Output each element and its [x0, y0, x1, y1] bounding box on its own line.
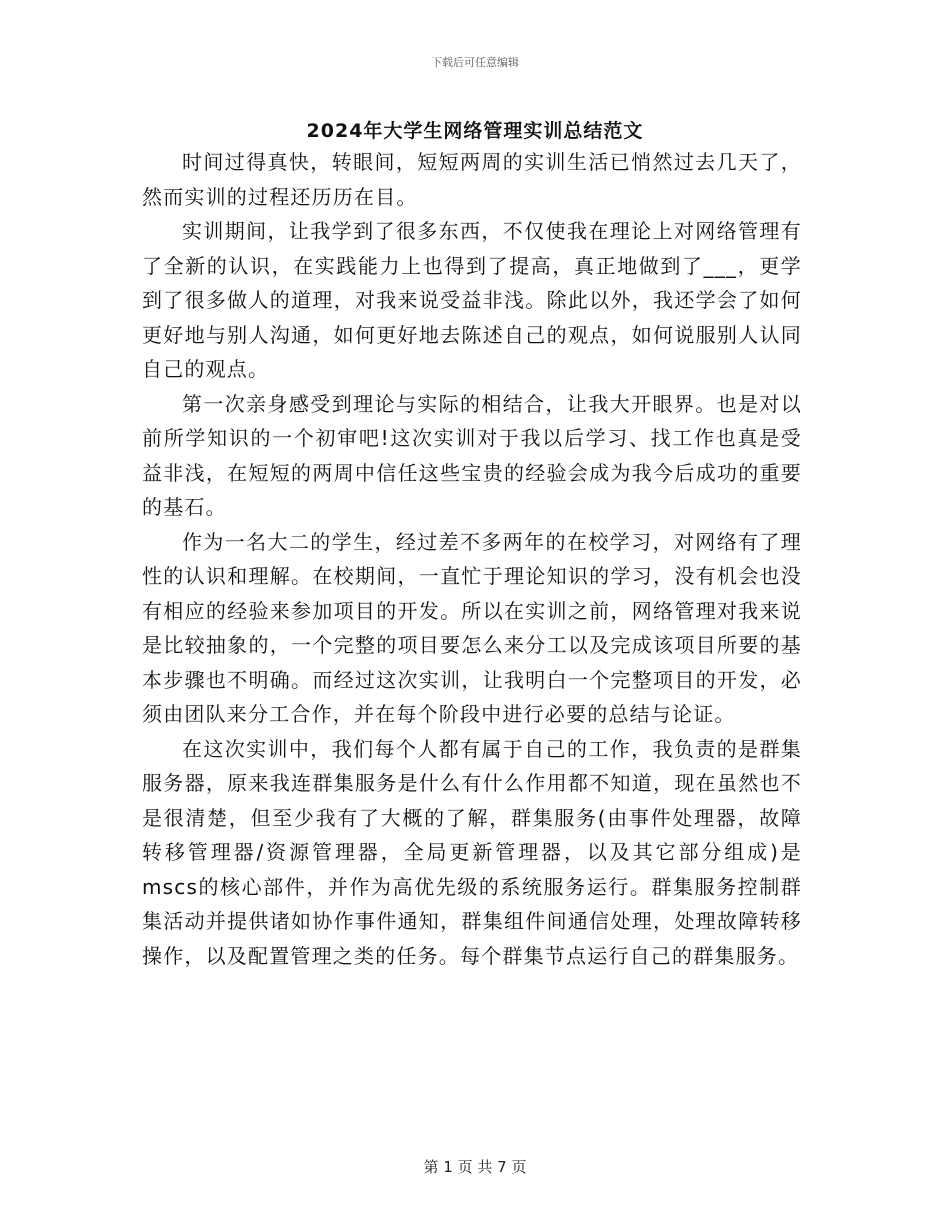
header-note: 下载后可任意编辑	[431, 56, 519, 69]
document-body	[142, 145, 802, 973]
paragraph: 实训期间，让我学到了很多东西，不仅使我在理论上对网络管理有了全新的认识，在实践能力上也得到了提高，真正地做到了___，更学到了很多做人的道理，对我来说受益非浅。除此以外，我还学会了如何更好地与别人沟通，如何更好地去陈述自己的观点，如何说服别人认同自己的观点。	[142, 219, 802, 381]
paragraph: 作为一名大二的学生，经过差不多两年的在校学习，对网络有了理性的认识和理解。在校期间，一直忙于理论知识的学习，没有机会也没有相应的经验来参加项目的开发。所以在实训之前，网络管理对我来说是比较抽象的，一个完整的项目要怎么来分工以及完成该项目所要的基本步骤也不明确。而经过这次实训，让我明白一个完整项目的开发，必须由团队来分工合作，并在每个阶段中进行必要的总结与论证。	[142, 529, 802, 726]
paragraph: 时间过得真快，转眼间，短短两周的实训生活已悄然过去几天了，然而实训的过程还历历在目。	[142, 150, 802, 209]
page-indicator: 第 1 页 共 7 页	[423, 1158, 527, 1176]
paragraph: 第一次亲身感受到理论与实际的相结合，让我大开眼界。也是对以前所学知识的一个初审吧!这次实训对于我以后学习、找工作也真是受益非浅，在短短的两周中信任这些宝贵的经验会成为我今后成功的重要的基石。	[142, 391, 802, 519]
paragraph: 在这次实训中，我们每个人都有属于自己的工作，我负责的是群集服务器，原来我连群集服务是什么有什么作用都不知道，现在虽然也不是很清楚，但至少我有了大概的了解，群集服务(由事件处理器，故障转移管理器/资源管理器，全局更新管理器，以及其它部分组成)是mscs的核心部件，并作为高优先级的系统服务运行。群集服务控制群集活动并提供诸如协作事件通知，群集组件间通信处理，处理故障转移操作，以及配置管理之类的任务。每个群集节点运行自己的群集服务。	[142, 736, 802, 968]
document-title: 2024年大学生网络管理实训总结范文	[306, 120, 644, 142]
